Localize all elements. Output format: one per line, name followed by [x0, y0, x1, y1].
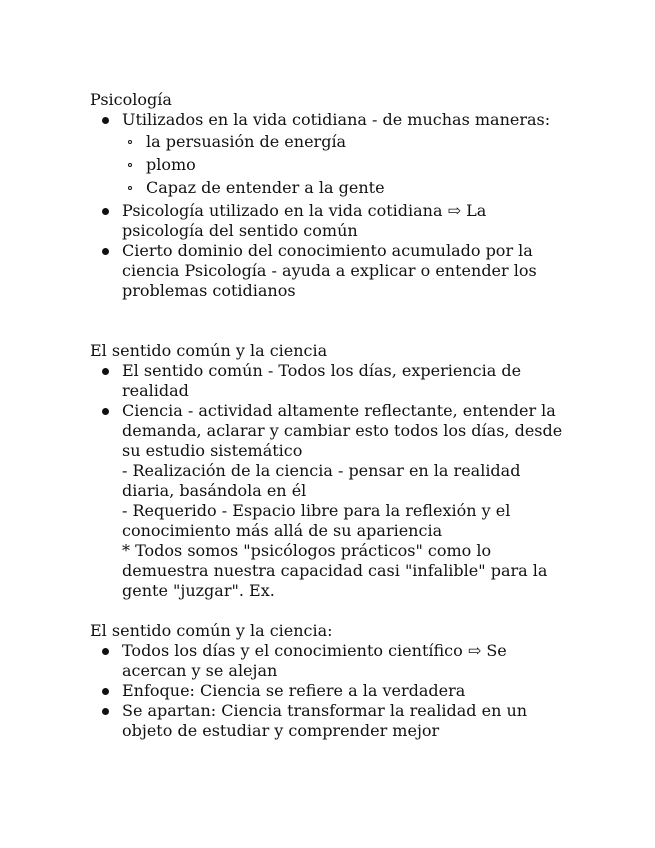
section-title: Psicología: [90, 90, 172, 109]
section-psicologia: [90, 90, 570, 301]
list-item: [90, 201, 570, 241]
section-title: El sentido común y la ciencia:: [90, 621, 333, 640]
list-item-note: - Requerido - Espacio libre para la reflexión y el conocimiento más allá de su apariencia: [122, 501, 511, 540]
list-item: [90, 110, 570, 198]
spacer: [90, 601, 570, 621]
sub-list: [122, 132, 570, 198]
bullet-list: [90, 361, 570, 601]
list-item-note: - Realización de la ciencia - pensar en la realidad diaria, basándola en él: [122, 461, 521, 500]
list-item: [90, 641, 570, 681]
list-item-text: Enfoque: Ciencia se refiere a la verdadera: [122, 681, 466, 700]
bullet-list: [90, 641, 570, 741]
spacer: [90, 301, 570, 341]
sub-list-item: la persuasión de energía: [122, 132, 570, 152]
list-item-text: Ciencia - actividad altamente reflectante, entender la demanda, aclarar y cambiar esto todos los días, desde su estudio sistemático: [122, 401, 563, 460]
list-item-note: * Todos somos "psicólogos prácticos" como lo demuestra nuestra capacidad casi "infalible" para la gente "juzgar". Ex.: [122, 541, 548, 600]
list-item: [90, 681, 570, 701]
list-item-text: Utilizados en la vida cotidiana - de muchas maneras:: [122, 110, 551, 129]
list-item: [90, 361, 570, 401]
list-item-text: Se apartan: Ciencia transformar la realidad en un objeto de estudiar y comprender mejor: [122, 701, 528, 740]
sub-list-item: Capaz de entender a la gente: [122, 178, 570, 198]
document-page: [90, 90, 570, 741]
section-sentido-comun: [90, 341, 570, 601]
list-item: [90, 701, 570, 741]
section-title: El sentido común y la ciencia: [90, 341, 328, 360]
bullet-list: [90, 110, 570, 301]
list-item-text: El sentido común - Todos los días, experiencia de realidad: [122, 361, 522, 400]
list-item-text: Cierto dominio del conocimiento acumulado por la ciencia Psicología - ayuda a explicar o entender los problemas cotidianos: [122, 241, 537, 300]
sub-list-item: plomo: [122, 155, 570, 175]
list-item: [90, 241, 570, 301]
list-item-text: Psicología utilizado en la vida cotidiana ⇨ La psicología del sentido común: [122, 201, 487, 240]
list-item: [90, 401, 570, 601]
section-sentido-comun-2: [90, 621, 570, 741]
list-item-text: Todos los días y el conocimiento científico ⇨ Se acercan y se alejan: [122, 641, 507, 680]
